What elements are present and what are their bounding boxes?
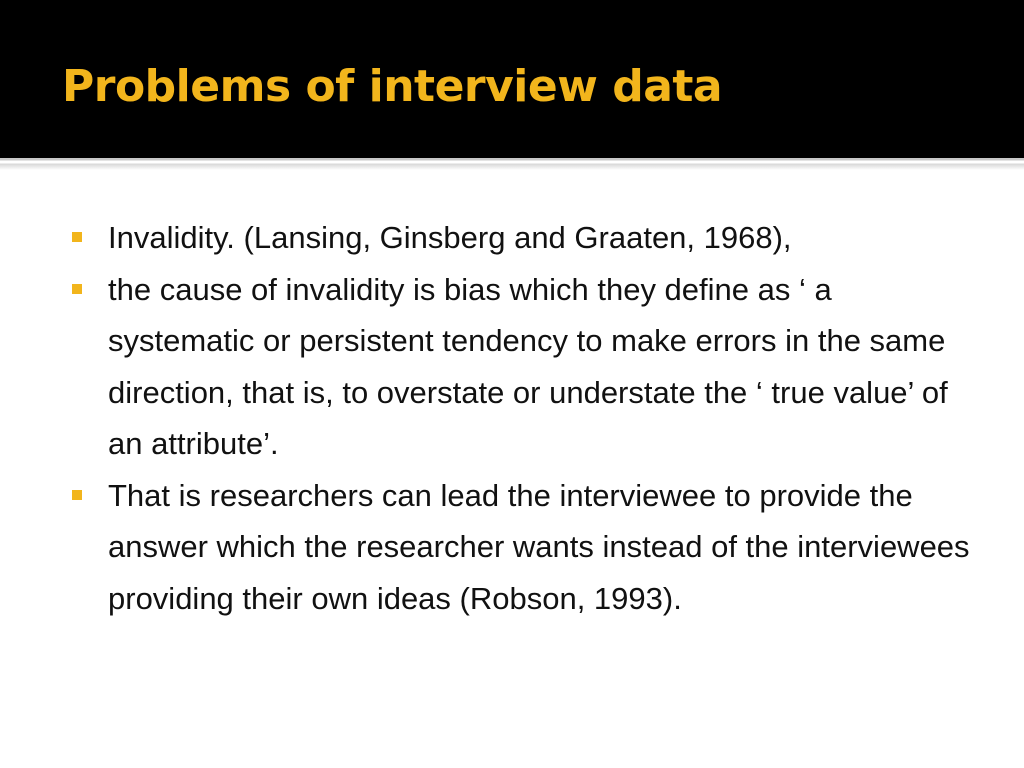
square-bullet-icon (72, 232, 82, 242)
bullet-item-researcher-influence (72, 470, 972, 625)
bullet-list (72, 212, 972, 624)
bullet-text: Invalidity. (Lansing, Ginsberg and Graaten, 1968), (108, 220, 792, 255)
title-divider (0, 158, 1024, 170)
bullet-text: the cause of invalidity is bias which they define as ‘ a systematic or persistent tendency to make errors in the same direction, that is, to overstate or understate the ‘ true value’ of an attribute’. (108, 271, 948, 461)
title-band (0, 0, 1024, 158)
bullet-text: That is researchers can lead the interviewee to provide the answer which the researcher wants instead of the interviewees providing their own ideas (Robson, 1993). (108, 477, 970, 616)
slide-title: Problems of interview data (62, 61, 723, 112)
bullet-item-bias-definition (72, 264, 972, 470)
square-bullet-icon (72, 284, 82, 294)
square-bullet-icon (72, 490, 82, 500)
bullet-item-invalidity (72, 212, 972, 264)
